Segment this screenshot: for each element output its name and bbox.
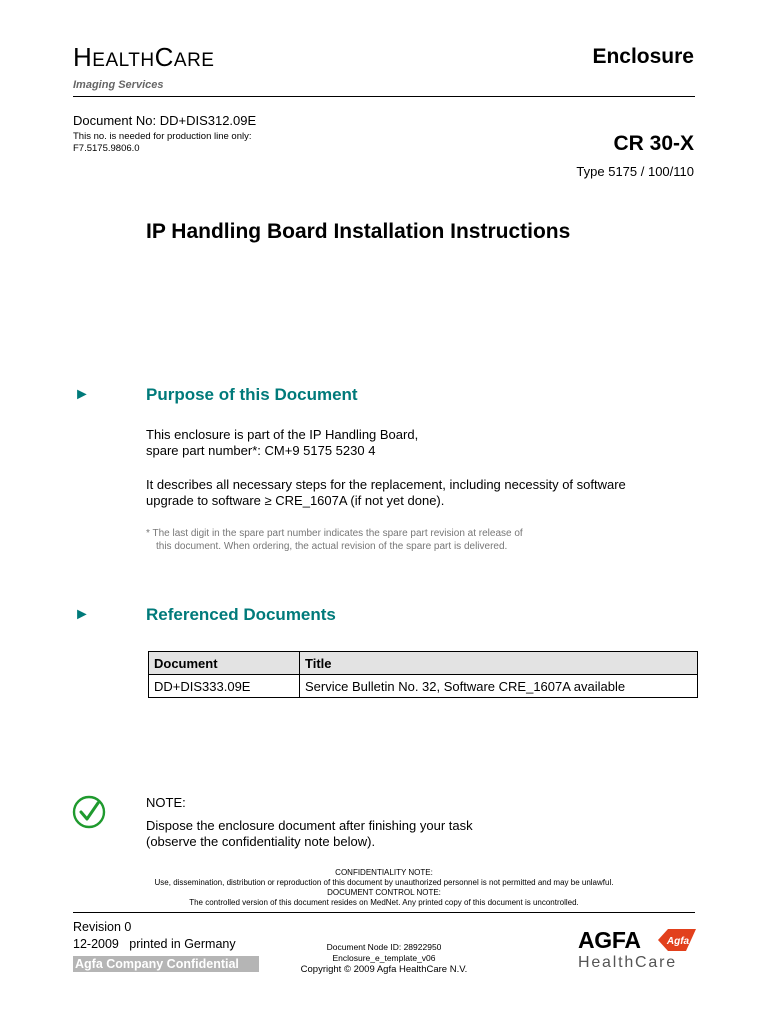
production-note <box>73 131 252 155</box>
model-name: CR 30-X <box>613 132 694 155</box>
table-row <box>149 675 698 698</box>
paragraph-line: upgrade to software ≥ CRE_1607A (if not yet done). <box>146 493 445 508</box>
table-cell-document: DD+DIS333.09E <box>149 675 300 698</box>
agfa-rhombus-icon <box>658 928 696 952</box>
note-line: Dispose the enclosure document after finishing your task <box>146 818 473 833</box>
production-note-number: F7.5175.9806.0 <box>73 143 140 154</box>
brand-letter-h: H <box>73 42 93 72</box>
page-title: IP Handling Board Installation Instructions <box>146 220 571 243</box>
footnote-line: * The last digit in the spare part number indicates the spare part revision at release of <box>146 528 523 539</box>
note-label: NOTE: <box>146 795 186 810</box>
note-line: (observe the confidentiality note below). <box>146 834 376 849</box>
agfa-healthcare-logo <box>578 928 696 974</box>
brand-letters-ealth: EALTH <box>92 50 155 71</box>
confidentiality-note <box>73 868 695 908</box>
referenced-documents-table <box>148 651 698 698</box>
referenced-heading: Referenced Documents <box>146 605 336 624</box>
revision-label: Revision 0 <box>73 920 132 934</box>
brand-subtitle: Imaging Services <box>73 79 164 91</box>
footnote <box>146 527 523 553</box>
purpose-paragraph-2 <box>146 477 626 509</box>
purpose-heading: Purpose of this Document <box>146 385 358 404</box>
agfa-healthcare-text: HealthCare <box>578 954 677 971</box>
brand-letters-are: ARE <box>173 50 215 71</box>
paragraph-line: spare part number*: CM+9 5175 5230 4 <box>146 443 376 458</box>
document-control-heading: DOCUMENT CONTROL NOTE: <box>327 888 441 897</box>
confidentiality-text: Use, dissemination, distribution or reproduction of this document by unauthorized personnel is not permitted and may be unlawful. <box>154 878 614 887</box>
document-control-text: The controlled version of this document resides on MedNet. Any printed copy of this document is uncontrolled. <box>189 898 579 907</box>
model-type: Type 5175 / 100/110 <box>576 164 694 179</box>
section-arrow-icon: ► <box>74 606 90 623</box>
header-divider <box>73 96 695 97</box>
print-date: 12-2009 printed in Germany <box>73 937 236 951</box>
brand-letter-c: C <box>154 42 174 72</box>
agfa-mark-text: Agfa <box>666 936 690 947</box>
paragraph-line: It describes all necessary steps for the replacement, including necessity of software <box>146 477 626 492</box>
brand-logo-text <box>73 44 214 70</box>
confidential-badge: Agfa Company Confidential <box>73 956 259 972</box>
document-node-id: Document Node ID: 28922950 <box>326 942 442 952</box>
copyright: Copyright © 2009 Agfa HealthCare N.V. <box>300 964 468 975</box>
footer-document-info <box>284 942 484 975</box>
paragraph-line: This enclosure is part of the IP Handling Board, <box>146 427 419 442</box>
column-header-document: Document <box>149 652 300 675</box>
document-number: Document No: DD+DIS312.09E <box>73 113 257 128</box>
template-name: Enclosure_e_template_v06 <box>332 953 436 963</box>
section-arrow-icon: ► <box>74 386 90 403</box>
note-text <box>146 818 473 850</box>
document-type-label: Enclosure <box>592 45 694 68</box>
confidentiality-heading: CONFIDENTIALITY NOTE: <box>335 868 433 877</box>
footer-divider <box>73 912 695 913</box>
footnote-line: this document. When ordering, the actual revision of the spare part is delivered. <box>156 541 508 552</box>
agfa-wordmark: AGFA <box>578 927 641 953</box>
table-cell-title: Service Bulletin No. 32, Software CRE_1607A available <box>300 675 698 698</box>
checkmark-circle-icon <box>72 795 106 829</box>
table-header-row <box>149 652 698 675</box>
column-header-title: Title <box>300 652 698 675</box>
purpose-paragraph-1 <box>146 427 418 459</box>
production-note-line: This no. is needed for production line only: <box>73 131 252 142</box>
